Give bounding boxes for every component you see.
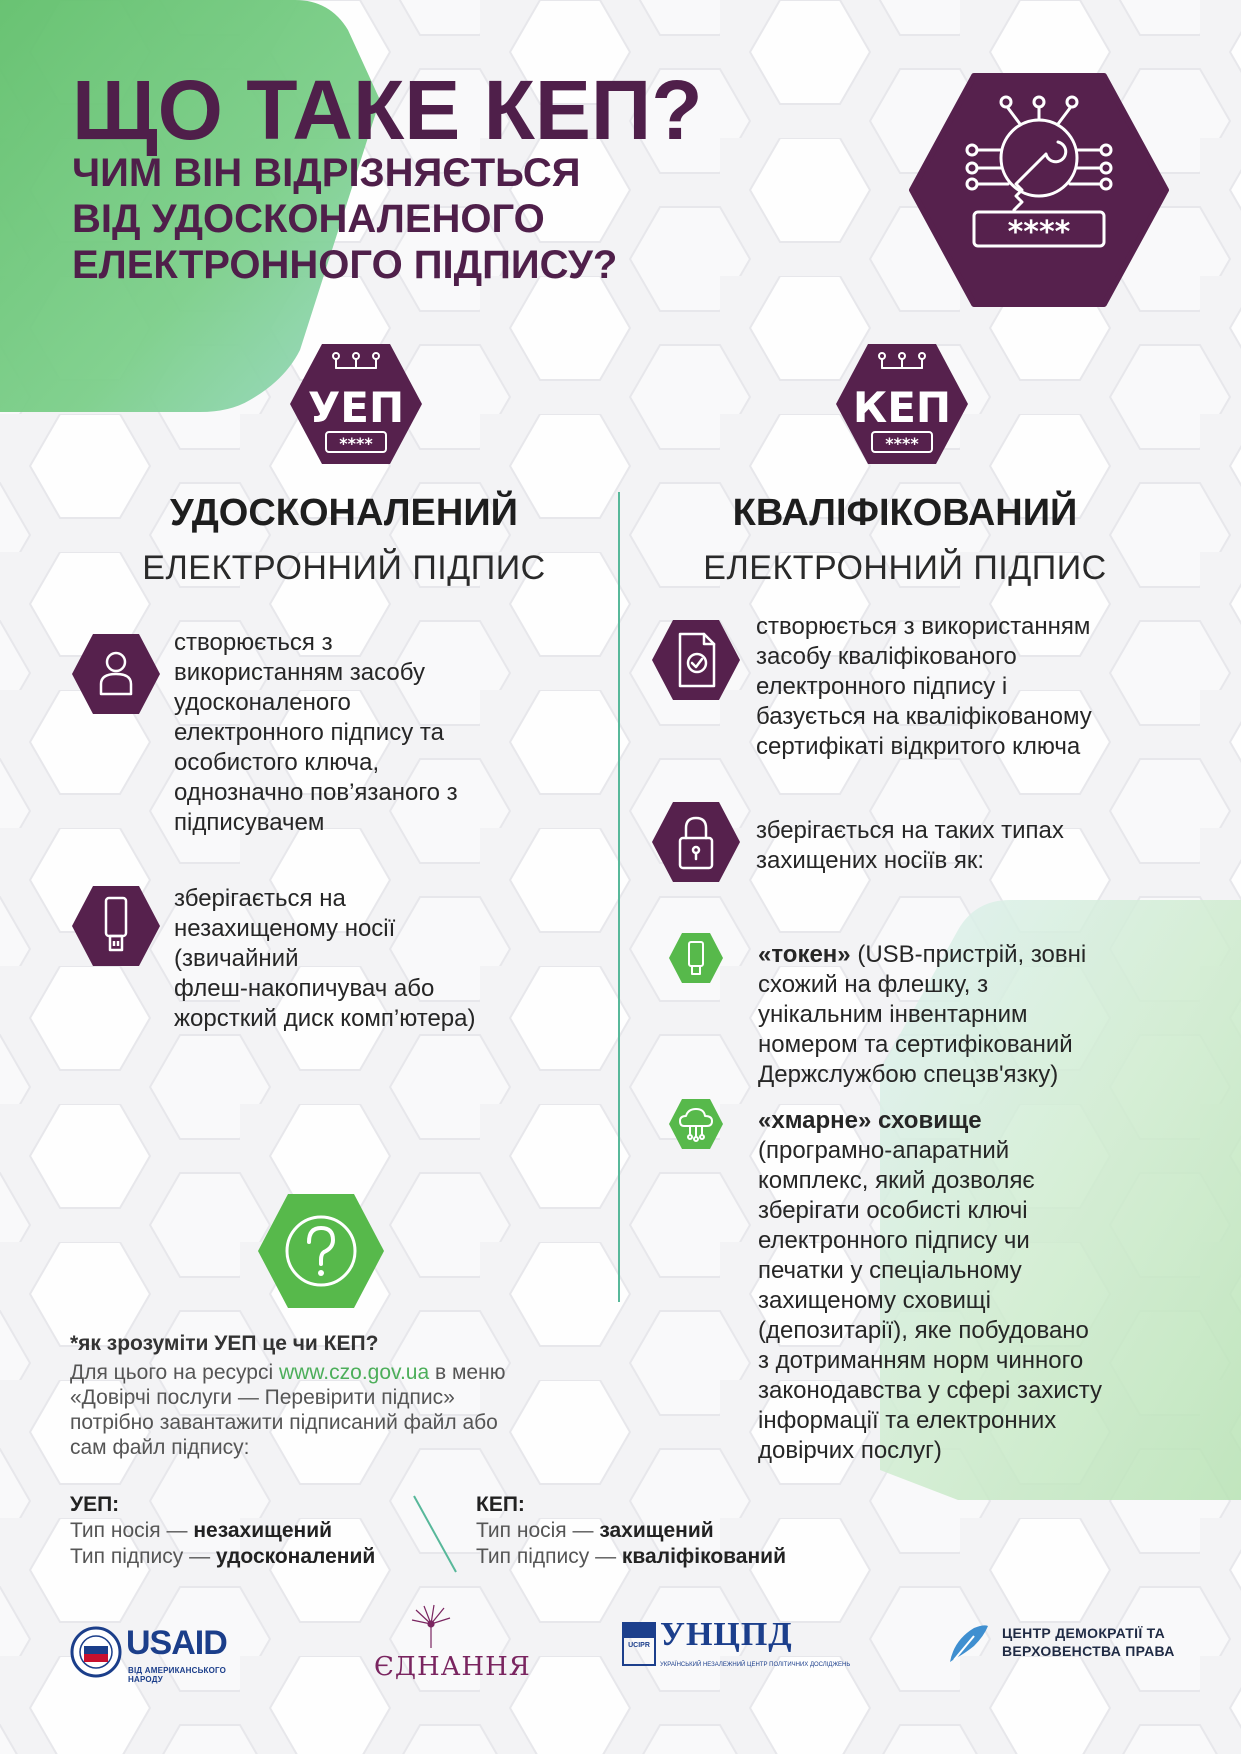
- question-icon: [256, 1192, 386, 1310]
- key-circuit-icon: [908, 72, 1170, 308]
- kep-heading-bold: КВАЛІФІКОВАНИЙ: [732, 492, 1078, 534]
- person-icon: [70, 632, 162, 716]
- text-line: захищеному сховищі: [758, 1287, 991, 1314]
- text-line: зберігається на таких типах: [756, 817, 1064, 844]
- cloud-icon: [668, 1098, 724, 1150]
- kep-badge-icon: [834, 342, 970, 466]
- uep-badge-password: ****: [339, 434, 373, 453]
- uep-heading-regular: ЕЛЕКТРОННИЙ ПІДПИС: [142, 549, 546, 587]
- uep-badge-label: УЕП: [307, 383, 405, 432]
- usb-token-icon: [668, 932, 724, 984]
- text-line: довірчих послуг): [758, 1437, 942, 1464]
- summary-line: [70, 1518, 375, 1544]
- text-line: базується на кваліфікованому: [756, 703, 1092, 730]
- cdvp-name: [1002, 1624, 1175, 1660]
- cdvp-line: ВЕРХОВЕНСТВА ПРАВА: [1002, 1643, 1175, 1659]
- subtitle-line: ЕЛЕКТРОННОГО ПІДПИСУ?: [72, 243, 618, 287]
- uep-item-creation: [174, 628, 574, 838]
- note-body: [70, 1360, 630, 1460]
- text-line: жорсткий диск комп’ютера): [174, 1005, 476, 1032]
- kep-badge-label: КЕП: [852, 383, 952, 432]
- summary-pre: Тип носія —: [476, 1519, 600, 1542]
- page-title: ЩО ТАКЕ КЕП?: [72, 63, 703, 157]
- lock-icon: [650, 800, 742, 884]
- uncpd-logo: [622, 1616, 851, 1678]
- column-divider: [618, 492, 620, 1302]
- usaid-seal-icon: [70, 1626, 122, 1678]
- cdvp-logo: [944, 1618, 1184, 1674]
- kep-summary: [476, 1492, 786, 1570]
- uep-item-storage: [174, 884, 574, 1034]
- text-line: використанням засобу: [174, 659, 425, 686]
- summary-pre: Тип носія —: [70, 1519, 194, 1542]
- cdvp-line: ЦЕНТР ДЕМОКРАТІЇ ТА: [1002, 1625, 1166, 1641]
- summary-val: незахищений: [193, 1519, 333, 1542]
- uep-heading: [114, 492, 574, 588]
- note-post: в меню: [429, 1361, 506, 1384]
- note-line: [70, 1360, 630, 1385]
- feather-icon: [944, 1620, 992, 1668]
- text-line: (депозитарії), яке побудовано: [758, 1317, 1089, 1344]
- note-line: потрібно завантажити підписаний файл або: [70, 1411, 498, 1434]
- document-check-icon: [650, 618, 742, 702]
- text-line: захищених носіїв як:: [756, 847, 985, 874]
- text-line: зберігати особисті ключі: [758, 1197, 1028, 1224]
- summary-line: [476, 1544, 786, 1570]
- kep-subitem-cloud: [758, 1106, 1188, 1466]
- text-line: Держслужбою спецзв'язку): [758, 1061, 1059, 1088]
- text-line: засобу кваліфікованого: [756, 643, 1017, 670]
- summary-line: [476, 1518, 786, 1544]
- ednannia-name: ЄДНАННЯ: [374, 1652, 531, 1682]
- uncpd-sub: УКРАЇНСЬКИЙ НЕЗАЛЕЖНИЙ ЦЕНТР ПОЛІТИЧНИХ ДОСЛІДЖЕНЬ: [660, 1662, 851, 1668]
- kep-item-storage: [756, 816, 1176, 876]
- summary-line: [70, 1544, 375, 1570]
- note-line: сам файл підпису:: [70, 1436, 250, 1459]
- text-line: [758, 1106, 1188, 1136]
- note-pre: Для цього на ресурсі: [70, 1361, 279, 1384]
- cloud-bold: «хмарне»: [758, 1107, 872, 1134]
- text-line: сертифікаті відкритого ключа: [756, 733, 1081, 760]
- uep-heading-bold: УДОСКОНАЛЕНИЙ: [170, 492, 518, 534]
- note-title: *як зрозуміти УЕП це чи КЕП?: [70, 1332, 379, 1355]
- note-line: «Довірчі послуги — Перевірити підпис»: [70, 1386, 455, 1409]
- ednannia-logo: [368, 1604, 531, 1688]
- kep-heading: [670, 492, 1140, 588]
- text-line: комплекс, який дозволяє: [758, 1167, 1035, 1194]
- text-line: номером та сертифікований: [758, 1031, 1073, 1058]
- text-line: створюється з: [174, 629, 333, 656]
- text-line: незахищеному носії: [174, 915, 396, 942]
- text-line: унікальним інвентарним: [758, 1001, 1028, 1028]
- uep-summary: [70, 1492, 375, 1570]
- summary-val: удосконалений: [215, 1545, 376, 1568]
- kep-item-creation: [756, 612, 1176, 762]
- text-line: інформації та електронних: [758, 1407, 1057, 1434]
- text-line: схожий на флешку, з: [758, 971, 989, 998]
- text-line: особистого ключа,: [174, 749, 380, 776]
- text-line: законодавства у сфері захисту: [758, 1377, 1102, 1404]
- summary-pre: Тип підпису —: [70, 1545, 216, 1568]
- subtitle-line: ВІД УДОСКОНАЛЕНОГО: [72, 197, 545, 241]
- summary-pre: Тип підпису —: [476, 1545, 622, 1568]
- text-line: удосконаленого: [174, 689, 351, 716]
- summary-val: кваліфікований: [621, 1545, 786, 1568]
- text-line: однозначно пов’язаного з: [174, 779, 458, 806]
- hero-password: ****: [1007, 215, 1071, 250]
- text-line: печатки у спеціальному: [758, 1257, 1022, 1284]
- usaid-name: USAID: [126, 1624, 227, 1662]
- text-line: підписувачем: [174, 809, 325, 836]
- usaid-sub: ВІД АМЕРИКАНСЬКОГО НАРОДУ: [128, 1666, 227, 1684]
- text-line: електронного підпису та: [174, 719, 444, 746]
- ucipr-text: UCIPR: [628, 1642, 650, 1649]
- text-line: (програмно-апаратний: [758, 1137, 1010, 1164]
- kep-badge-password: ****: [885, 434, 919, 453]
- kep-heading-regular: ЕЛЕКТРОННИЙ ПІДПИС: [703, 549, 1107, 587]
- summary-val: захищений: [599, 1519, 714, 1542]
- text-line: флеш-накопичувач або: [174, 975, 435, 1002]
- token-rest: (USB-пристрій, зовні: [850, 941, 1087, 968]
- cloud-rest: сховище: [871, 1107, 982, 1134]
- text-line: [758, 940, 1178, 970]
- uncpd-name: УНЦПД: [660, 1616, 793, 1653]
- text-line: (звичайний: [174, 945, 299, 972]
- text-line: електронного підпису чи: [758, 1227, 1030, 1254]
- summary-slash: [410, 1492, 460, 1576]
- kep-subitem-token: [758, 940, 1178, 1090]
- czo-link[interactable]: www.czo.gov.ua: [278, 1361, 430, 1384]
- uep-badge-icon: [288, 342, 424, 466]
- dandelion-icon: [406, 1604, 456, 1650]
- page-subtitle: [72, 150, 617, 288]
- text-line: електронного підпису і: [756, 673, 1008, 700]
- ucipr-badge: [622, 1622, 656, 1666]
- text-line: створюється з використанням: [756, 613, 1091, 640]
- usaid-logo: [70, 1624, 250, 1682]
- token-bold: «токен»: [758, 941, 851, 968]
- usb-flash-icon: [70, 884, 162, 968]
- text-line: з дотриманням норм чинного: [758, 1347, 1084, 1374]
- kep-summary-head: КЕП:: [476, 1493, 525, 1516]
- uep-summary-head: УЕП:: [70, 1493, 120, 1516]
- text-line: зберігається на: [174, 885, 346, 912]
- subtitle-line: ЧИМ ВІН ВІДРІЗНЯЄТЬСЯ: [72, 151, 581, 195]
